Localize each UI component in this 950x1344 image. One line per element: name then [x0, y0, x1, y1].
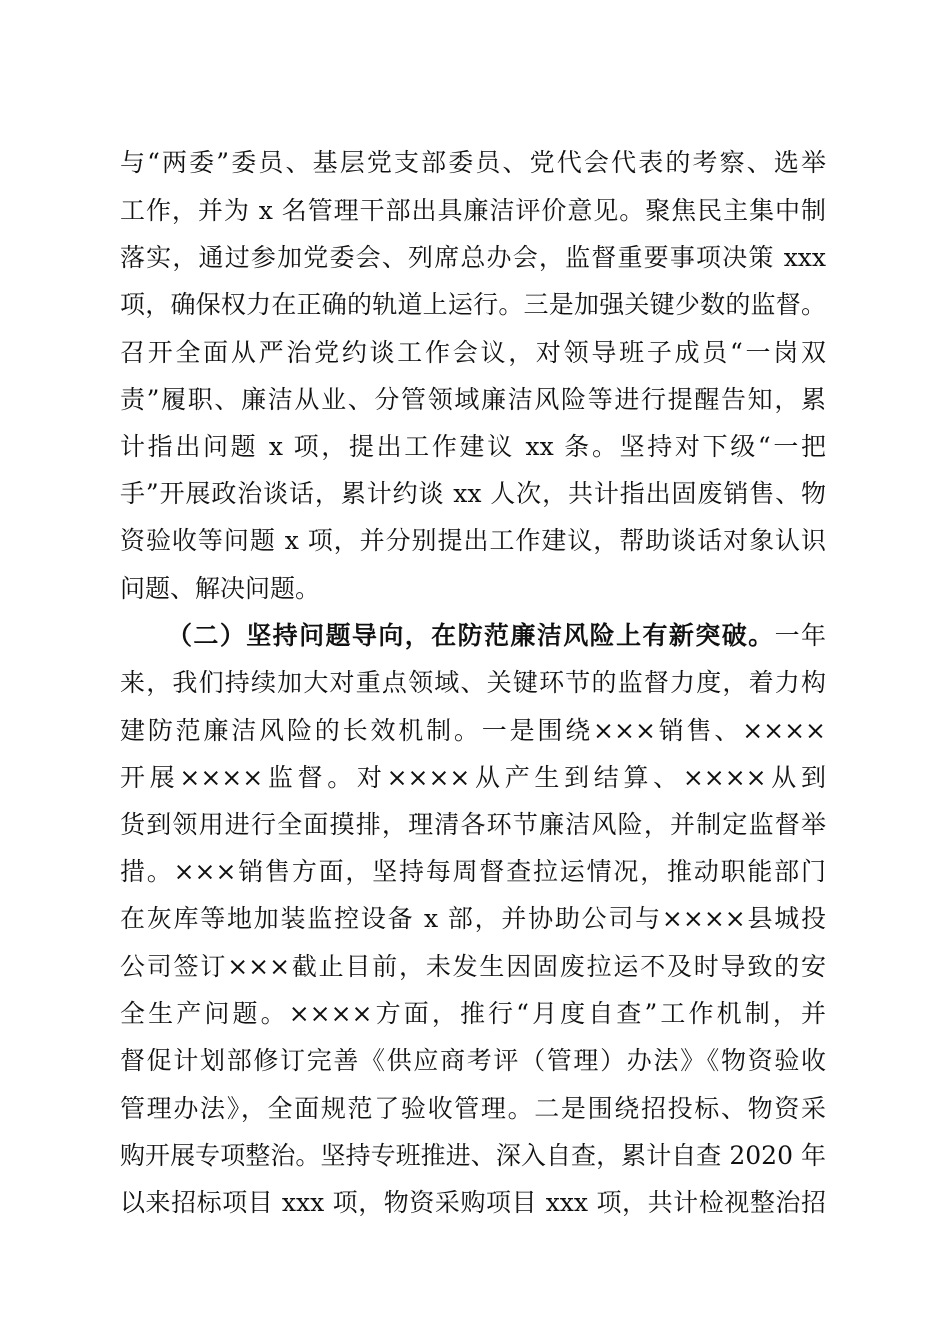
paragraph-line: 计指出问题 x 项，提出工作建议 xx 条。坚持对下级“一把 — [120, 432, 826, 461]
paragraph-line-rest: 一年 — [774, 621, 826, 650]
paragraph-line: 公司签订×××截止目前，未发生因固废拉运不及时导致的安 — [120, 952, 826, 981]
paragraph-line: 与“两委”委员、基层党支部委员、党代会代表的考察、选举 — [120, 148, 826, 177]
section-heading: （二）坚持问题导向，在防范廉洁风险上有新突破。 — [167, 621, 775, 650]
paragraph-line: 在灰库等地加装监控设备 x 部，并协助公司与××××县城投 — [120, 904, 826, 933]
paragraph-line: 管理办法》，全面规范了验收管理。二是围绕招投标、物资采 — [120, 1094, 826, 1123]
paragraph-line: 工作，并为 x 名管理干部出具廉洁评价意见。聚焦民主集中制 — [120, 196, 826, 225]
paragraph-line: 以来招标项目 xxx 项，物资采购项目 xxx 项，共计检视整治招 — [120, 1188, 826, 1217]
paragraph-line: 开展××××监督。对××××从产生到结算、××××从到 — [120, 763, 826, 792]
paragraph-line: 建防范廉洁风险的长效机制。一是围绕×××销售、×××× — [120, 716, 826, 745]
paragraph-line: 手”开展政治谈话，累计约谈 xx 人次，共计指出固废销售、物 — [120, 479, 826, 508]
paragraph-line: 来，我们持续加大对重点领域、关键环节的监督力度，着力构 — [120, 668, 826, 697]
paragraph-line: 项，确保权力在正确的轨道上运行。三是加强关键少数的监督。 — [120, 290, 826, 319]
paragraph-line: 落实，通过参加党委会、列席总办会，监督重要事项决策 xxx — [120, 243, 826, 272]
paragraph-line: 购开展专项整治。坚持专班推进、深入自查，累计自查 2020 年 — [120, 1141, 826, 1170]
paragraph-line: 货到领用进行全面摸排，理清各环节廉洁风险，并制定监督举 — [120, 810, 826, 839]
paragraph-line: 责”履职、廉洁从业、分管领域廉洁风险等进行提醒告知，累 — [120, 385, 826, 414]
paragraph-first-line — [167, 621, 826, 651]
paragraph-line: 召开全面从严治党约谈工作会议，对领导班子成员“一岗双 — [120, 338, 826, 367]
paragraph-line: 全生产问题。××××方面，推行“月度自查”工作机制，并 — [120, 999, 826, 1028]
paragraph-line: 措。×××销售方面，坚持每周督查拉运情况，推动职能部门 — [120, 857, 826, 886]
paragraph-line: 问题、解决问题。 — [120, 574, 321, 603]
paragraph-line: 资验收等问题 x 项，并分别提出工作建议，帮助谈话对象认识 — [120, 526, 826, 555]
paragraph-line: 督促计划部修订完善《供应商考评（管理）办法》《物资验收 — [120, 1046, 826, 1075]
